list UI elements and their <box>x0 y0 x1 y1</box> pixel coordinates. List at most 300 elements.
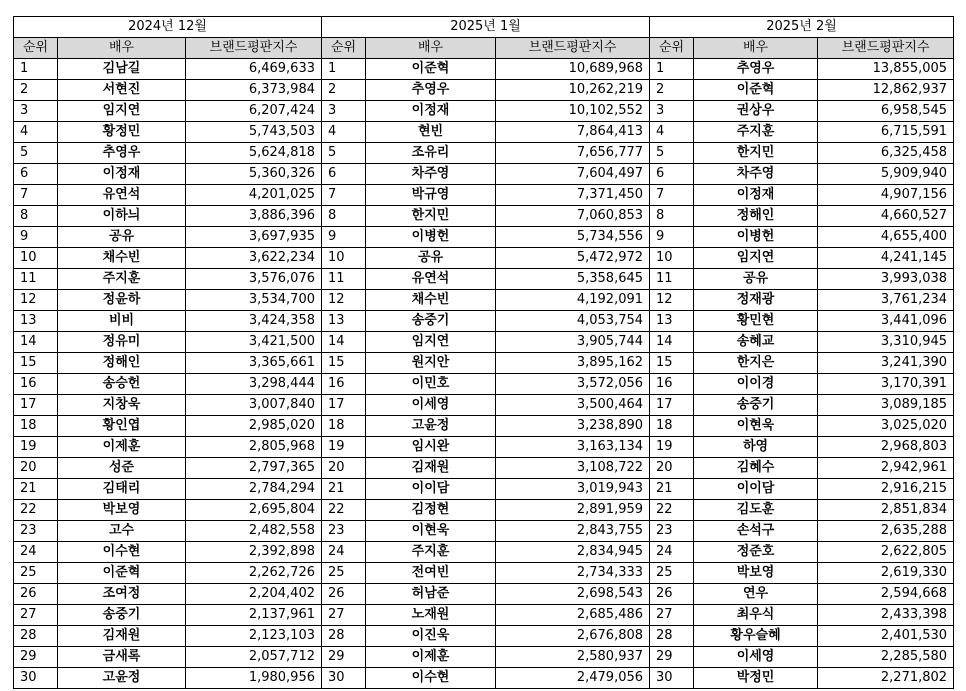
actor-cell: 황정민 <box>58 122 186 143</box>
score-cell: 2,622,805 <box>818 542 954 563</box>
rank-cell: 29 <box>322 647 366 668</box>
rank-cell: 2 <box>14 80 58 101</box>
actor-cell: 임지연 <box>58 101 186 122</box>
score-cell: 2,123,103 <box>186 626 322 647</box>
actor-cell: 한지민 <box>366 206 496 227</box>
score-cell: 2,392,898 <box>186 542 322 563</box>
column-header-rank: 순위 <box>650 38 694 59</box>
actor-cell: 김정현 <box>366 500 496 521</box>
rank-cell: 8 <box>322 206 366 227</box>
actor-cell: 정준호 <box>694 542 818 563</box>
score-cell: 3,622,234 <box>186 248 322 269</box>
rank-cell: 19 <box>14 437 58 458</box>
table-row <box>14 122 954 143</box>
table-row <box>14 311 954 332</box>
actor-cell: 고수 <box>58 521 186 542</box>
actor-cell: 조유리 <box>366 143 496 164</box>
actor-cell: 송승헌 <box>58 374 186 395</box>
actor-cell: 이제훈 <box>58 437 186 458</box>
column-header-row <box>14 38 954 59</box>
actor-cell: 공유 <box>366 248 496 269</box>
score-cell: 3,025,020 <box>818 416 954 437</box>
table-row <box>14 269 954 290</box>
table-row <box>14 437 954 458</box>
score-cell: 2,580,937 <box>496 647 650 668</box>
rank-cell: 7 <box>14 185 58 206</box>
actor-cell: 김남길 <box>58 59 186 80</box>
score-cell: 3,238,890 <box>496 416 650 437</box>
actor-cell: 황우슬혜 <box>694 626 818 647</box>
rank-cell: 20 <box>650 458 694 479</box>
column-header-score: 브랜드평판지수 <box>186 38 322 59</box>
actor-cell: 추영우 <box>366 80 496 101</box>
actor-cell: 박정민 <box>694 668 818 689</box>
rank-cell: 1 <box>322 59 366 80</box>
rank-cell: 22 <box>322 500 366 521</box>
score-cell: 3,500,464 <box>496 395 650 416</box>
actor-cell: 연우 <box>694 584 818 605</box>
rank-cell: 20 <box>322 458 366 479</box>
rank-cell: 14 <box>322 332 366 353</box>
score-cell: 3,310,945 <box>818 332 954 353</box>
column-header-score: 브랜드평판지수 <box>496 38 650 59</box>
rank-cell: 24 <box>14 542 58 563</box>
score-cell: 3,019,943 <box>496 479 650 500</box>
rank-cell: 22 <box>14 500 58 521</box>
table-row <box>14 290 954 311</box>
rank-cell: 3 <box>650 101 694 122</box>
score-cell: 10,262,219 <box>496 80 650 101</box>
score-cell: 3,007,840 <box>186 395 322 416</box>
score-cell: 3,108,722 <box>496 458 650 479</box>
actor-cell: 한지은 <box>694 353 818 374</box>
score-cell: 2,594,668 <box>818 584 954 605</box>
rank-cell: 18 <box>650 416 694 437</box>
score-cell: 2,285,580 <box>818 647 954 668</box>
table-row <box>14 458 954 479</box>
table-row <box>14 59 954 80</box>
score-cell: 5,734,556 <box>496 227 650 248</box>
actor-cell: 이이담 <box>694 479 818 500</box>
score-cell: 2,482,558 <box>186 521 322 542</box>
table-row <box>14 626 954 647</box>
rank-cell: 28 <box>650 626 694 647</box>
rank-cell: 10 <box>14 248 58 269</box>
rank-cell: 22 <box>650 500 694 521</box>
actor-cell: 김태리 <box>58 479 186 500</box>
table-row <box>14 584 954 605</box>
score-cell: 2,685,486 <box>496 605 650 626</box>
table-row <box>14 500 954 521</box>
actor-cell: 박보영 <box>694 563 818 584</box>
rank-cell: 23 <box>14 521 58 542</box>
score-cell: 4,053,754 <box>496 311 650 332</box>
actor-cell: 이정재 <box>366 101 496 122</box>
rank-cell: 25 <box>14 563 58 584</box>
rank-cell: 20 <box>14 458 58 479</box>
table-row <box>14 647 954 668</box>
column-header-actor: 배우 <box>58 38 186 59</box>
score-cell: 2,891,959 <box>496 500 650 521</box>
rank-cell: 21 <box>14 479 58 500</box>
actor-cell: 금새록 <box>58 647 186 668</box>
rank-cell: 26 <box>322 584 366 605</box>
rank-cell: 30 <box>650 668 694 689</box>
score-cell: 2,433,398 <box>818 605 954 626</box>
rank-cell: 16 <box>14 374 58 395</box>
rank-cell: 2 <box>322 80 366 101</box>
rank-cell: 29 <box>650 647 694 668</box>
table-row <box>14 164 954 185</box>
score-cell: 3,421,500 <box>186 332 322 353</box>
actor-cell: 고윤정 <box>58 668 186 689</box>
score-cell: 5,743,503 <box>186 122 322 143</box>
column-header-rank: 순위 <box>322 38 366 59</box>
score-cell: 3,886,396 <box>186 206 322 227</box>
rank-cell: 13 <box>322 311 366 332</box>
actor-cell: 이현욱 <box>694 416 818 437</box>
rank-cell: 25 <box>650 563 694 584</box>
ranking-table-container <box>13 16 953 689</box>
table-row <box>14 479 954 500</box>
score-cell: 5,472,972 <box>496 248 650 269</box>
score-cell: 3,761,234 <box>818 290 954 311</box>
table-row <box>14 332 954 353</box>
actor-cell: 차주영 <box>694 164 818 185</box>
score-cell: 3,163,134 <box>496 437 650 458</box>
actor-cell: 황인엽 <box>58 416 186 437</box>
score-cell: 2,698,543 <box>496 584 650 605</box>
rank-cell: 18 <box>322 416 366 437</box>
rank-cell: 1 <box>650 59 694 80</box>
score-cell: 2,916,215 <box>818 479 954 500</box>
rank-cell: 30 <box>322 668 366 689</box>
score-cell: 2,619,330 <box>818 563 954 584</box>
score-cell: 5,624,818 <box>186 143 322 164</box>
actor-cell: 유연석 <box>58 185 186 206</box>
rank-cell: 10 <box>650 248 694 269</box>
actor-cell: 김재원 <box>366 458 496 479</box>
score-cell: 3,905,744 <box>496 332 650 353</box>
table-row <box>14 101 954 122</box>
actor-cell: 이이담 <box>366 479 496 500</box>
rank-cell: 27 <box>322 605 366 626</box>
actor-cell: 이병헌 <box>694 227 818 248</box>
actor-cell: 이진욱 <box>366 626 496 647</box>
actor-cell: 정재광 <box>694 290 818 311</box>
table-row <box>14 227 954 248</box>
score-cell: 7,656,777 <box>496 143 650 164</box>
rank-cell: 15 <box>322 353 366 374</box>
score-cell: 7,371,450 <box>496 185 650 206</box>
score-cell: 2,797,365 <box>186 458 322 479</box>
actor-cell: 이현욱 <box>366 521 496 542</box>
rank-cell: 4 <box>14 122 58 143</box>
score-cell: 4,241,145 <box>818 248 954 269</box>
rank-cell: 12 <box>322 290 366 311</box>
month-label-dec: 2024년 12월 <box>14 17 322 38</box>
column-header-actor: 배우 <box>694 38 818 59</box>
rank-cell: 7 <box>322 185 366 206</box>
score-cell: 2,676,808 <box>496 626 650 647</box>
table-row <box>14 248 954 269</box>
score-cell: 12,862,937 <box>818 80 954 101</box>
rank-cell: 12 <box>650 290 694 311</box>
month-label-jan: 2025년 1월 <box>322 17 650 38</box>
actor-cell: 이준혁 <box>694 80 818 101</box>
rank-cell: 5 <box>14 143 58 164</box>
score-cell: 5,358,645 <box>496 269 650 290</box>
actor-cell: 임지연 <box>366 332 496 353</box>
actor-cell: 김혜수 <box>694 458 818 479</box>
score-cell: 2,401,530 <box>818 626 954 647</box>
month-label-feb: 2025년 2월 <box>650 17 954 38</box>
rank-cell: 16 <box>322 374 366 395</box>
score-cell: 2,851,834 <box>818 500 954 521</box>
table-row <box>14 521 954 542</box>
table-row <box>14 353 954 374</box>
score-cell: 3,241,390 <box>818 353 954 374</box>
rank-cell: 3 <box>322 101 366 122</box>
score-cell: 3,572,056 <box>496 374 650 395</box>
actor-cell: 송중기 <box>694 395 818 416</box>
rank-cell: 26 <box>14 584 58 605</box>
actor-cell: 정유미 <box>58 332 186 353</box>
actor-cell: 추영우 <box>694 59 818 80</box>
score-cell: 2,204,402 <box>186 584 322 605</box>
score-cell: 3,895,162 <box>496 353 650 374</box>
actor-cell: 이준혁 <box>58 563 186 584</box>
actor-cell: 이세영 <box>694 647 818 668</box>
actor-cell: 김도훈 <box>694 500 818 521</box>
actor-cell: 서현진 <box>58 80 186 101</box>
score-cell: 6,469,633 <box>186 59 322 80</box>
rank-cell: 24 <box>650 542 694 563</box>
actor-cell: 정윤하 <box>58 290 186 311</box>
actor-cell: 조여정 <box>58 584 186 605</box>
rank-cell: 4 <box>650 122 694 143</box>
score-cell: 2,805,968 <box>186 437 322 458</box>
rank-cell: 17 <box>14 395 58 416</box>
score-cell: 3,697,935 <box>186 227 322 248</box>
score-cell: 3,365,661 <box>186 353 322 374</box>
actor-cell: 허남준 <box>366 584 496 605</box>
rank-cell: 9 <box>322 227 366 248</box>
rank-cell: 8 <box>650 206 694 227</box>
actor-cell: 채수빈 <box>58 248 186 269</box>
brand-reputation-table <box>13 16 954 689</box>
score-cell: 2,695,804 <box>186 500 322 521</box>
rank-cell: 5 <box>322 143 366 164</box>
actor-cell: 지창욱 <box>58 395 186 416</box>
rank-cell: 21 <box>322 479 366 500</box>
score-cell: 2,635,288 <box>818 521 954 542</box>
score-cell: 2,942,961 <box>818 458 954 479</box>
score-cell: 7,060,853 <box>496 206 650 227</box>
rank-cell: 9 <box>14 227 58 248</box>
score-cell: 4,192,091 <box>496 290 650 311</box>
score-cell: 2,843,755 <box>496 521 650 542</box>
actor-cell: 황민현 <box>694 311 818 332</box>
actor-cell: 성준 <box>58 458 186 479</box>
table-row <box>14 143 954 164</box>
score-cell: 3,170,391 <box>818 374 954 395</box>
actor-cell: 하영 <box>694 437 818 458</box>
table-row <box>14 542 954 563</box>
table-row <box>14 206 954 227</box>
table-row <box>14 395 954 416</box>
actor-cell: 노재원 <box>366 605 496 626</box>
actor-cell: 전여빈 <box>366 563 496 584</box>
score-cell: 3,298,444 <box>186 374 322 395</box>
actor-cell: 원지안 <box>366 353 496 374</box>
rank-cell: 7 <box>650 185 694 206</box>
table-row <box>14 668 954 689</box>
score-cell: 2,137,961 <box>186 605 322 626</box>
rank-cell: 12 <box>14 290 58 311</box>
score-cell: 7,604,497 <box>496 164 650 185</box>
rank-cell: 25 <box>322 563 366 584</box>
rank-cell: 14 <box>14 332 58 353</box>
score-cell: 3,993,038 <box>818 269 954 290</box>
rank-cell: 27 <box>14 605 58 626</box>
rank-cell: 1 <box>14 59 58 80</box>
actor-cell: 박보영 <box>58 500 186 521</box>
table-row <box>14 563 954 584</box>
actor-cell: 이이경 <box>694 374 818 395</box>
rank-cell: 10 <box>322 248 366 269</box>
rank-cell: 11 <box>14 269 58 290</box>
rank-cell: 19 <box>650 437 694 458</box>
actor-cell: 임지연 <box>694 248 818 269</box>
actor-cell: 이정재 <box>694 185 818 206</box>
rank-cell: 27 <box>650 605 694 626</box>
score-cell: 2,784,294 <box>186 479 322 500</box>
score-cell: 3,576,076 <box>186 269 322 290</box>
rank-cell: 3 <box>14 101 58 122</box>
table-row <box>14 605 954 626</box>
score-cell: 3,089,185 <box>818 395 954 416</box>
rank-cell: 4 <box>322 122 366 143</box>
score-cell: 4,907,156 <box>818 185 954 206</box>
rank-cell: 23 <box>322 521 366 542</box>
actor-cell: 송혜교 <box>694 332 818 353</box>
actor-cell: 송중기 <box>58 605 186 626</box>
actor-cell: 이정재 <box>58 164 186 185</box>
month-header-row <box>14 17 954 38</box>
actor-cell: 주지훈 <box>694 122 818 143</box>
rank-cell: 16 <box>650 374 694 395</box>
actor-cell: 임시완 <box>366 437 496 458</box>
rank-cell: 28 <box>322 626 366 647</box>
rank-cell: 26 <box>650 584 694 605</box>
actor-cell: 이병헌 <box>366 227 496 248</box>
rank-cell: 30 <box>14 668 58 689</box>
score-cell: 4,655,400 <box>818 227 954 248</box>
table-body <box>14 59 954 689</box>
actor-cell: 박규영 <box>366 185 496 206</box>
score-cell: 2,262,726 <box>186 563 322 584</box>
score-cell: 6,373,984 <box>186 80 322 101</box>
actor-cell: 이수현 <box>58 542 186 563</box>
actor-cell: 추영우 <box>58 143 186 164</box>
score-cell: 6,958,545 <box>818 101 954 122</box>
score-cell: 13,855,005 <box>818 59 954 80</box>
column-header-rank: 순위 <box>14 38 58 59</box>
actor-cell: 이하늬 <box>58 206 186 227</box>
actor-cell: 공유 <box>694 269 818 290</box>
table-row <box>14 416 954 437</box>
score-cell: 6,715,591 <box>818 122 954 143</box>
actor-cell: 이민호 <box>366 374 496 395</box>
rank-cell: 6 <box>14 164 58 185</box>
score-cell: 2,968,803 <box>818 437 954 458</box>
table-row <box>14 80 954 101</box>
actor-cell: 송중기 <box>366 311 496 332</box>
rank-cell: 28 <box>14 626 58 647</box>
actor-cell: 최우식 <box>694 605 818 626</box>
score-cell: 1,980,956 <box>186 668 322 689</box>
score-cell: 10,102,552 <box>496 101 650 122</box>
actor-cell: 이제훈 <box>366 647 496 668</box>
rank-cell: 5 <box>650 143 694 164</box>
table-row <box>14 374 954 395</box>
rank-cell: 9 <box>650 227 694 248</box>
rank-cell: 14 <box>650 332 694 353</box>
actor-cell: 주지훈 <box>366 542 496 563</box>
rank-cell: 13 <box>14 311 58 332</box>
rank-cell: 15 <box>650 353 694 374</box>
score-cell: 10,689,968 <box>496 59 650 80</box>
score-cell: 5,909,940 <box>818 164 954 185</box>
actor-cell: 주지훈 <box>58 269 186 290</box>
score-cell: 2,985,020 <box>186 416 322 437</box>
actor-cell: 이세영 <box>366 395 496 416</box>
rank-cell: 11 <box>650 269 694 290</box>
actor-cell: 현빈 <box>366 122 496 143</box>
actor-cell: 고윤정 <box>366 416 496 437</box>
rank-cell: 19 <box>322 437 366 458</box>
score-cell: 3,424,358 <box>186 311 322 332</box>
actor-cell: 이준혁 <box>366 59 496 80</box>
score-cell: 3,441,096 <box>818 311 954 332</box>
rank-cell: 23 <box>650 521 694 542</box>
score-cell: 5,360,326 <box>186 164 322 185</box>
score-cell: 6,207,424 <box>186 101 322 122</box>
score-cell: 4,201,025 <box>186 185 322 206</box>
score-cell: 2,057,712 <box>186 647 322 668</box>
score-cell: 2,734,333 <box>496 563 650 584</box>
table-row <box>14 185 954 206</box>
rank-cell: 17 <box>650 395 694 416</box>
actor-cell: 한지민 <box>694 143 818 164</box>
score-cell: 2,479,056 <box>496 668 650 689</box>
rank-cell: 18 <box>14 416 58 437</box>
rank-cell: 21 <box>650 479 694 500</box>
actor-cell: 정해인 <box>694 206 818 227</box>
score-cell: 6,325,458 <box>818 143 954 164</box>
actor-cell: 비비 <box>58 311 186 332</box>
score-cell: 2,834,945 <box>496 542 650 563</box>
column-header-actor: 배우 <box>366 38 496 59</box>
rank-cell: 6 <box>650 164 694 185</box>
score-cell: 3,534,700 <box>186 290 322 311</box>
actor-cell: 손석구 <box>694 521 818 542</box>
column-header-score: 브랜드평판지수 <box>818 38 954 59</box>
actor-cell: 김재원 <box>58 626 186 647</box>
rank-cell: 24 <box>322 542 366 563</box>
actor-cell: 채수빈 <box>366 290 496 311</box>
